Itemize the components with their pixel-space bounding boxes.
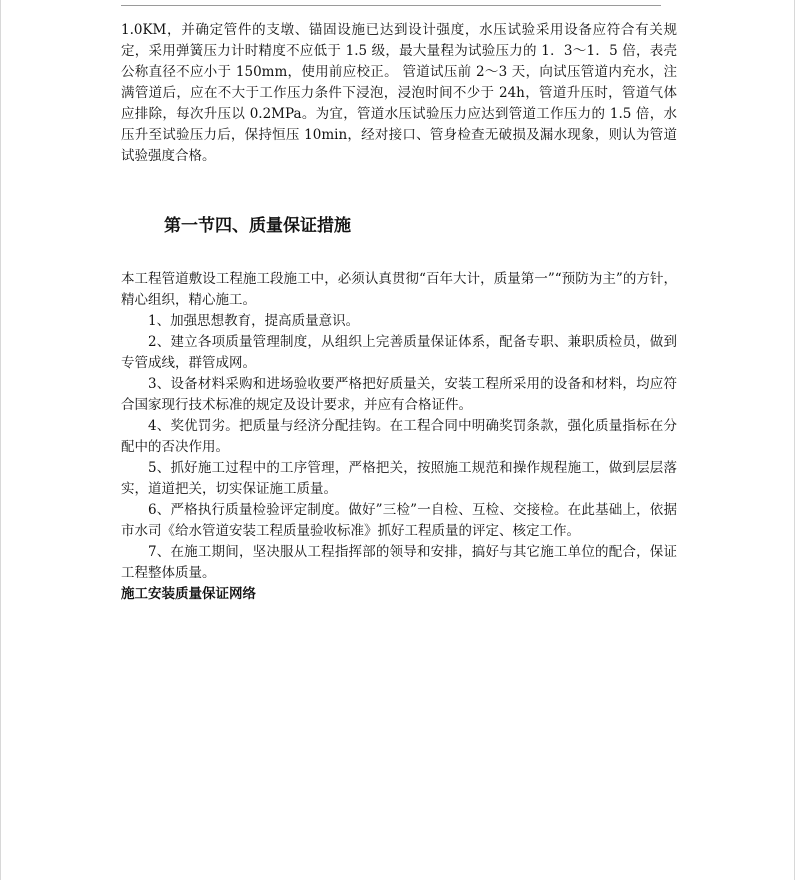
list-item: 3、设备材料采购和进场验收要严格把好质量关，安装工程所采用的设备和材料，均应符合国家现行技术标准的规定及设计要求，并应有合格证件。 xyxy=(121,376,677,413)
list-item: 1、加强思想教育，提高质量意识。 xyxy=(148,313,360,329)
list-item: 6、严格执行质量检验评定制度。做好”三检”一自检、互检、交接检。在此基础上，依据市水司《给水管道安装工程质量验收标准》抓好工程质量的评定、核定工作。 xyxy=(121,502,677,539)
document-body xyxy=(121,20,677,605)
sub-heading: 施工安装质量保证网络 xyxy=(121,586,256,602)
list-item: 7、在施工期间，坚决服从工程指挥部的领导和安排，搞好与其它施工单位的配合，保证工程整体质量。 xyxy=(121,544,677,581)
intro-paragraph: 1.0KM，并确定管件的支墩、锚固设施已达到设计强度，水压试验采用设备应符合有关规定，采用弹簧压力计时精度不应低于 1.5 级，最大量程为试验压力的 1．3～1．5 倍，表壳公称直径不应小于 150mm，使用前应校正。 管道试压前 2～3 天，向试压管道内充水，注满管道后，应在不大于工作压力条件下浸泡，浸泡时间不少于 24h，管道升压时，管道气体应排除，每次升压以 0.2MPa。为宜，管道水压试验压力应达到管道工作压力的 1.5 倍，水压升至试验压力后，保持恒压 10min，经对接口、管身检查无破损及漏水现象，则认为管道试验强度合格。 xyxy=(121,22,677,164)
section-heading: 第一节四、质量保证措施 xyxy=(164,216,351,236)
header-rule xyxy=(121,5,661,6)
lead-paragraph: 本工程管道敷设工程施工段施工中，必须认真贯彻“百年大计，质量第一”“预防为主”的方针，精心组织，精心施工。 xyxy=(121,271,677,308)
list-item: 5、抓好施工过程中的工序管理，严格把关，按照施工规范和操作规程施工，做到层层落实，道道把关，切实保证施工质量。 xyxy=(121,460,677,497)
list-item: 4、奖优罚劣。把质量与经济分配挂钩。在工程合同中明确奖罚条款，强化质量指标在分配中的否决作用。 xyxy=(121,418,677,455)
list-item: 2、建立各项质量管理制度，从组织上完善质量保证体系，配备专职、兼职质检员，做到专管成线，群管成网。 xyxy=(121,334,677,371)
